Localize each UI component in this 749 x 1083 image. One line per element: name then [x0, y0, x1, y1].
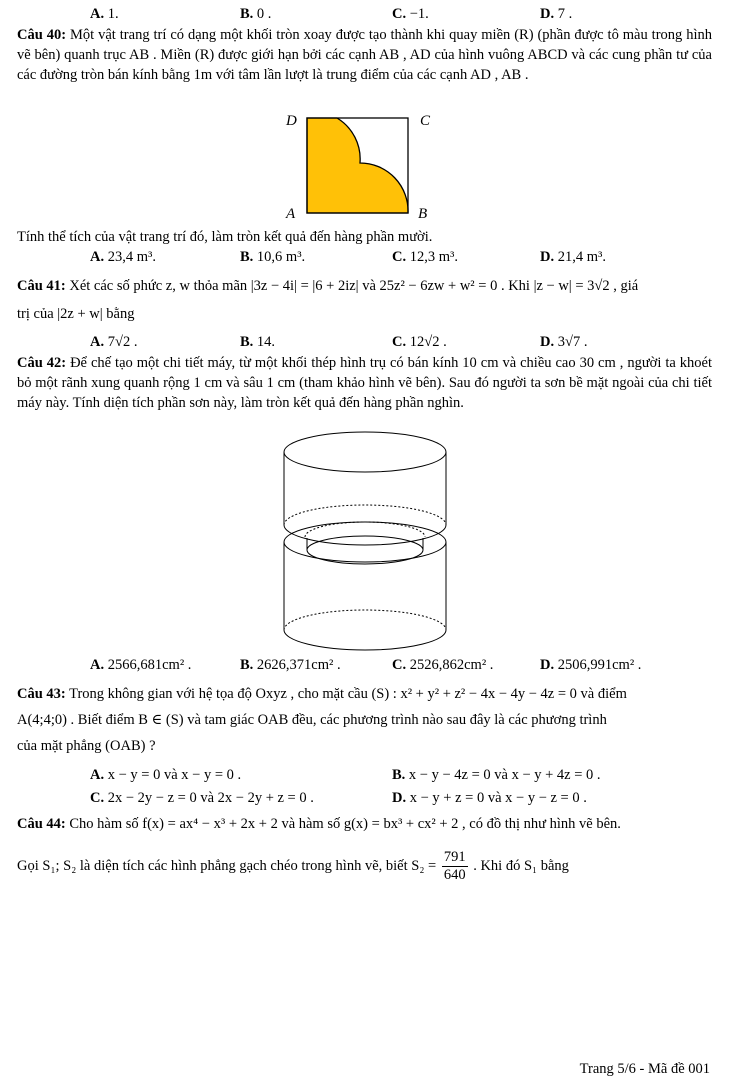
q42-option-a: A. 2566,681cm² .	[90, 657, 192, 673]
bottom-ellipse-back	[284, 610, 446, 630]
q43-option-b: B. x − y − 4z = 0 và x − y + 4z = 0 .	[392, 767, 601, 783]
q39-option-d: D. 7 .	[540, 6, 573, 22]
page-footer: Trang 5/6 - Mã đề 001	[579, 1061, 710, 1077]
q40-figure	[280, 108, 450, 224]
q43-option-c: C. 2x − 2y − z = 0 và 2x − 2y + z = 0 .	[90, 790, 314, 806]
q40-option-b: B. 10,6 m³.	[240, 249, 306, 265]
s2-fraction: $\frac{791}{640}$	[443, 849, 466, 883]
q41-line1: Câu 41: Xét các số phức z, w thỏa mãn |3z − 4i| = |6 + 2iz| và 25z² − 6zw + w² = 0 . Khi |z − w| = 3√2 , giá	[17, 278, 639, 294]
label-a: A	[286, 206, 296, 222]
q44-line2: Gọi S₁; S₂ là diện tích các hình phẳng gạch chéo trong hình vẽ, biết S₂ = $\frac{791}{640}$ . Khi đó S₁ bằng	[17, 849, 569, 883]
q40-option-c: C. 12,3 m³.	[392, 249, 458, 265]
q43-line3: của mặt phẳng (OAB) ?	[17, 738, 156, 754]
label-d: D	[286, 113, 297, 129]
q42-option-b: B. 2626,371cm² .	[240, 657, 341, 673]
q43-option-d: D. x − y + z = 0 và x − y − z = 0 .	[392, 790, 587, 806]
q41-option-a: A. 7√2 .	[90, 334, 138, 350]
q41-option-b: B. 14.	[240, 334, 276, 350]
bottom-ellipse-front	[284, 630, 446, 650]
top-ellipse	[284, 432, 446, 472]
q39-option-c: C. −1.	[392, 6, 429, 22]
region-r	[307, 118, 408, 213]
label-b: B	[418, 206, 428, 222]
q44-line1: Câu 44: Cho hàm số f(x) = ax⁴ − x³ + 2x + 2 và hàm số g(x) = bx³ + cx² + 2 , có đồ thị như hình vẽ bên.	[17, 816, 621, 832]
q39-option-a: A. 1.	[90, 6, 119, 22]
q43-line1: Câu 43: Trong không gian với hệ tọa độ Oxyz , cho mặt cầu (S) : x² + y² + z² − 4x − 4y − 4z = 0 và điểm	[17, 686, 627, 702]
q41-option-d: D. 3√7 .	[540, 334, 588, 350]
q42-figure	[275, 430, 455, 660]
q41-option-c: C. 12√2 .	[392, 334, 447, 350]
q39-option-b: B. 0 .	[240, 6, 272, 22]
q43-option-a: A. x − y = 0 và x − y = 0 .	[90, 767, 242, 783]
q40-text: Câu 40: Một vật trang trí có dạng một khối tròn xoay được tạo thành khi quay miền (R) (phần được tô màu trong hình vẽ bên) quanh trục AB . Miền (R) được giới hạn bởi các cạnh AB , AD của hình vuông ABCD và các cung phần tư của các đường tròn bán kính bằng 1m với tâm lần lượt là trung điểm của các cạnh AD , AB .	[17, 27, 713, 83]
q42-option-d: D. 2506,991cm² .	[540, 657, 642, 673]
q40-question: Tính thể tích của vật trang trí đó, làm tròn kết quả đến hàng phần mười.	[17, 229, 433, 245]
q41-line2: trị của |2z + w| bằng	[17, 306, 135, 322]
q42-option-c: C. 2526,862cm² .	[392, 657, 494, 673]
q40-option-d: D. 21,4 m³.	[540, 249, 606, 265]
q42-text: Câu 42: Để chế tạo một chi tiết máy, từ một khối thép hình trụ có bán kính 10 cm và chiều cao 30 cm , người ta khoét bỏ một rãnh xung quanh rộng 1 cm và sâu 1 cm (tham khảo hình vẽ bên). Sau đó người ta sơn bề mặt ngoài của chi tiết máy này. Tính diện tích phần sơn này, làm tròn kết quả đến hàng phần nghìn.	[17, 355, 713, 411]
label-c: C	[420, 113, 431, 129]
q43-line2: A(4;4;0) . Biết điểm B ∈ (S) và tam giác OAB đều, các phương trình nào sau đây là các phương trình	[17, 712, 607, 728]
q40-option-a: A. 23,4 m³.	[90, 249, 156, 265]
